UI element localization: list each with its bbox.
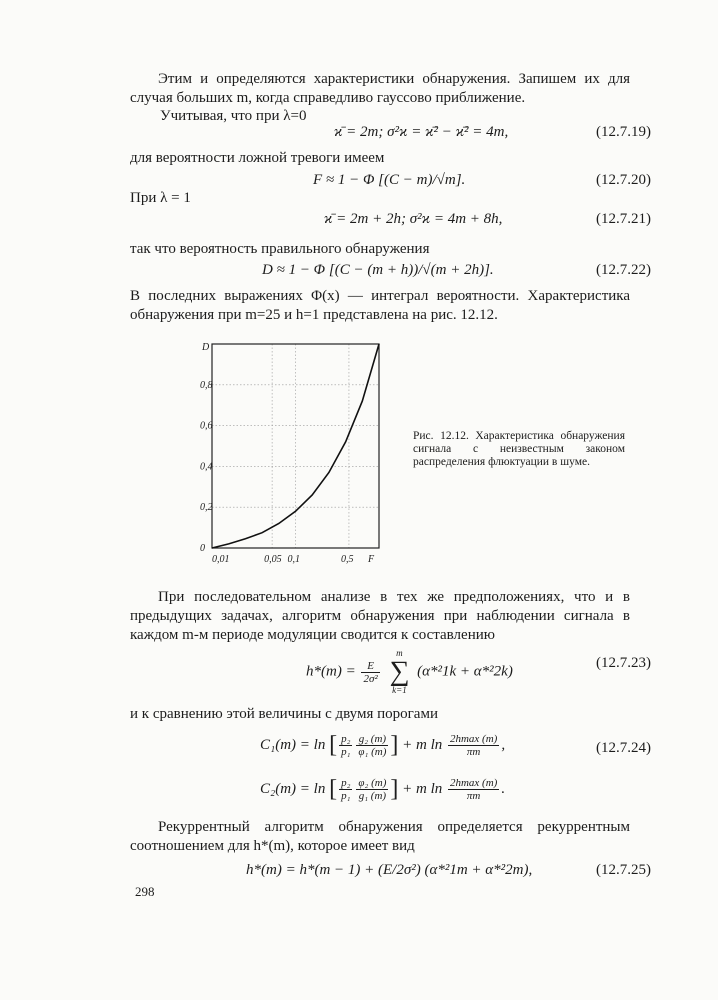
equation-12-7-20: F ≈ 1 − Φ [(C − m)/√m].: [313, 172, 466, 188]
figure-caption: Рис. 12.12. Характеристика обнаружения сигнала с неизвестным законом распределения флюктуации в шуме.: [413, 430, 625, 468]
equation-number: (12.7.21): [596, 211, 651, 227]
x-axis-label: F: [368, 554, 375, 565]
chart-grid: [212, 344, 379, 548]
equation-number: (12.7.23): [596, 655, 651, 671]
x-tick-label: 0,01: [212, 554, 230, 565]
x-tick-label: 0,1: [287, 554, 300, 565]
equation-12-7-21: ϰ̄ = 2m + 2h; σ²ϰ = 4m + 8h,: [324, 211, 503, 227]
paragraph-condition: Учитывая, что при λ=0: [160, 108, 307, 124]
equation-number: (12.7.19): [596, 124, 651, 140]
page-number: 298: [135, 884, 155, 899]
paragraph-false-alarm: для вероятности ложной тревоги имеем: [130, 150, 385, 166]
paragraph-sequential: При последовательном анализе в тех же предположениях, что и в предыдущих задачах, алгоритм обнаружения при наблюдении сигнала в каждом m-м периоде модуляции сводится к составлению: [130, 589, 630, 643]
y-tick-label: 0,8: [200, 379, 213, 391]
equation-12-7-22: D ≈ 1 − Φ [(C − (m + h))/√(m + 2h)].: [262, 262, 494, 278]
y-axis-label: D: [202, 342, 210, 353]
y-tick-label: 0,4: [200, 461, 213, 473]
equation-number: (12.7.20): [596, 172, 651, 188]
y-tick-label: 0: [200, 543, 205, 554]
equation-12-7-24: C₁(m) = ln [ $\frac{\text{p₂}}{\text{p₁}}$ $\frac{\text{g₂ (m)}}{\text{φ₁ (m)}}$ ] + m ln $\frac{2hmax (m)}{\pi m}$ ,: [260, 732, 506, 758]
x-tick-label: 0,5: [340, 554, 354, 565]
y-tick-label: 0,2: [200, 502, 213, 514]
y-tick-label: 0,6: [200, 420, 213, 432]
detection-characteristic-chart: [196, 336, 386, 568]
equation-number: (12.7.24): [596, 740, 651, 756]
equation-12-7-24b: C₂(m) = ln [ $\frac{\text{p₂}}{\text{p₁}}$ $\frac{\text{φ₂ (m)}}{\text{g₁ (m)}}$ ] + m ln $\frac{2hmax (m)}{\pi m}$ .: [260, 776, 506, 802]
equation-12-7-23: [306, 648, 513, 696]
equation-number: (12.7.22): [596, 262, 651, 278]
equation-12-7-19: ϰ̄ = 2m; σ²ϰ = ϰ̄² − ϰ̄² = 4m,: [334, 124, 509, 140]
x-tick-label: 0,05: [264, 554, 282, 565]
paragraph-characteristic: В последних выражениях Φ(x) — интеграл вероятности. Характеристика обнаружения при m=25 и h=1 представлена на рис. 12.12.: [130, 288, 630, 323]
eq23-lhs: h*(m) =: [306, 663, 356, 680]
eq23-fraction: $\frac{E}{\text{2σ²}}$: [363, 659, 378, 685]
paragraph-lambda-one: При λ = 1: [130, 190, 191, 206]
paragraph-recurrent: Рекуррентный алгоритм обнаружения определяется рекуррентным соотношением для h*(m), которое имеет вид: [130, 819, 630, 854]
paragraph-intro: Этим и определяются характеристики обнаружения. Запишем их для случая больших m, когда справедливо гауссово приближение.: [130, 71, 630, 106]
sum-symbol: m ∑ k=1: [389, 648, 410, 695]
paragraph-thresholds: и к сравнению этой величины с двумя порогами: [130, 706, 438, 722]
eq23-rhs: (α*²1k + α*²2k): [417, 663, 513, 680]
paragraph-detection: так что вероятность правильного обнаружения: [130, 241, 430, 257]
equation-number: (12.7.25): [596, 862, 651, 878]
equation-12-7-25: h*(m) = h*(m − 1) + (E/2σ²) (α*²1m + α*²2m),: [246, 862, 533, 878]
